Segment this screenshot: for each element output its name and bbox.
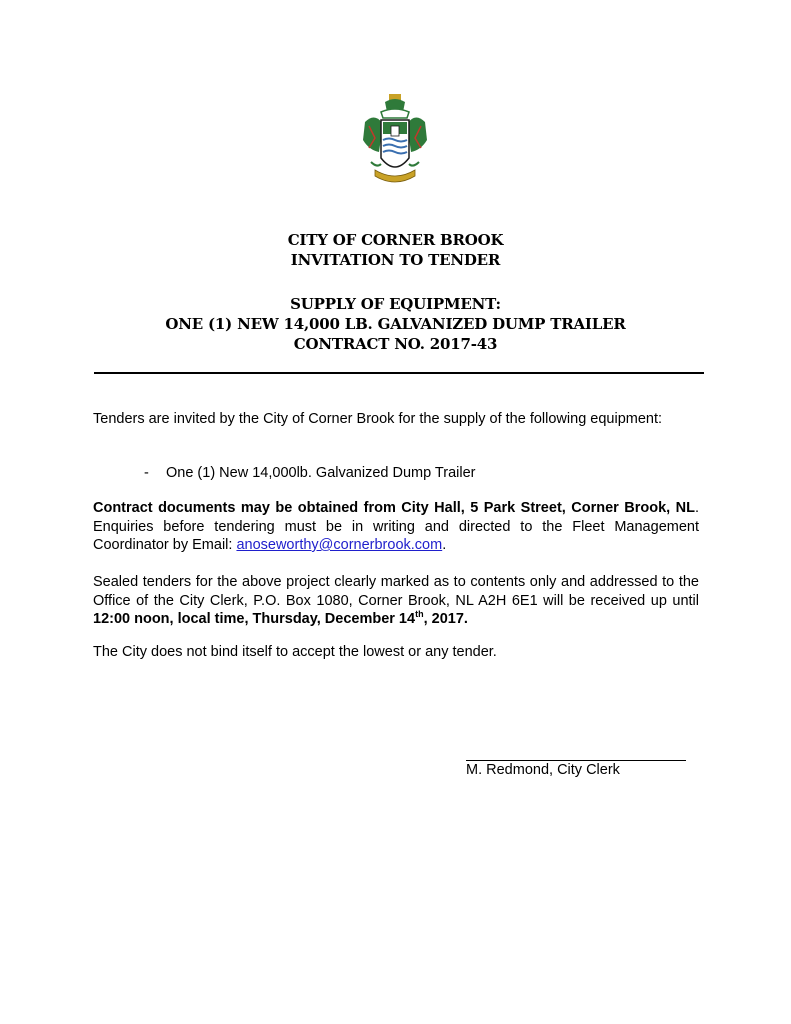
signature-line xyxy=(466,760,686,761)
sealed-tenders-text: Sealed tenders for the above project clearly marked as to contents only and addressed to the Office of the City Clerk, P.O. Box 1080, Corner Brook, NL A2H 6E1 will be received up until xyxy=(93,574,699,609)
invitation-heading: INVITATION TO TENDER xyxy=(290,251,501,269)
bullet-marker: - xyxy=(144,465,149,481)
item-heading: ONE (1) NEW 14,000 LB. GALVANIZED DUMP TRAILER xyxy=(165,315,626,333)
contract-enquiries-text: . Enquiries before tendering must be in writing and directed to the Fleet Management Coordinator by Email: xyxy=(93,500,699,553)
header-divider xyxy=(94,372,704,374)
deadline-ordinal: th xyxy=(415,609,424,620)
deadline-text: 12:00 noon, local time, Thursday, December 14 xyxy=(93,611,416,627)
disclaimer-paragraph: The City does not bind itself to accept the lowest or any tender. xyxy=(93,644,497,660)
bullet-item: One (1) New 14,000lb. Galvanized Dump Trailer xyxy=(166,465,476,481)
contract-paragraph xyxy=(93,499,699,555)
city-crest-logo xyxy=(355,92,435,194)
deadline-year: , 2017. xyxy=(423,611,468,627)
contract-number-heading: CONTRACT NO. 2017-43 xyxy=(293,335,498,353)
intro-paragraph: Tenders are invited by the City of Corner Brook for the supply of the following equipment: xyxy=(93,411,663,427)
email-link[interactable]: anoseworthy@cornerbrook.com xyxy=(236,537,443,553)
city-name-heading: CITY OF CORNER BROOK xyxy=(287,231,504,249)
supply-heading: SUPPLY OF EQUIPMENT: xyxy=(290,295,501,313)
contract-docs-location: Contract documents may be obtained from City Hall, 5 Park Street, Corner Brook, NL xyxy=(93,500,695,516)
signatory-name: M. Redmond, City Clerk xyxy=(466,762,620,778)
sealed-tenders-paragraph xyxy=(93,573,699,629)
contract-end-period: . xyxy=(442,537,447,553)
